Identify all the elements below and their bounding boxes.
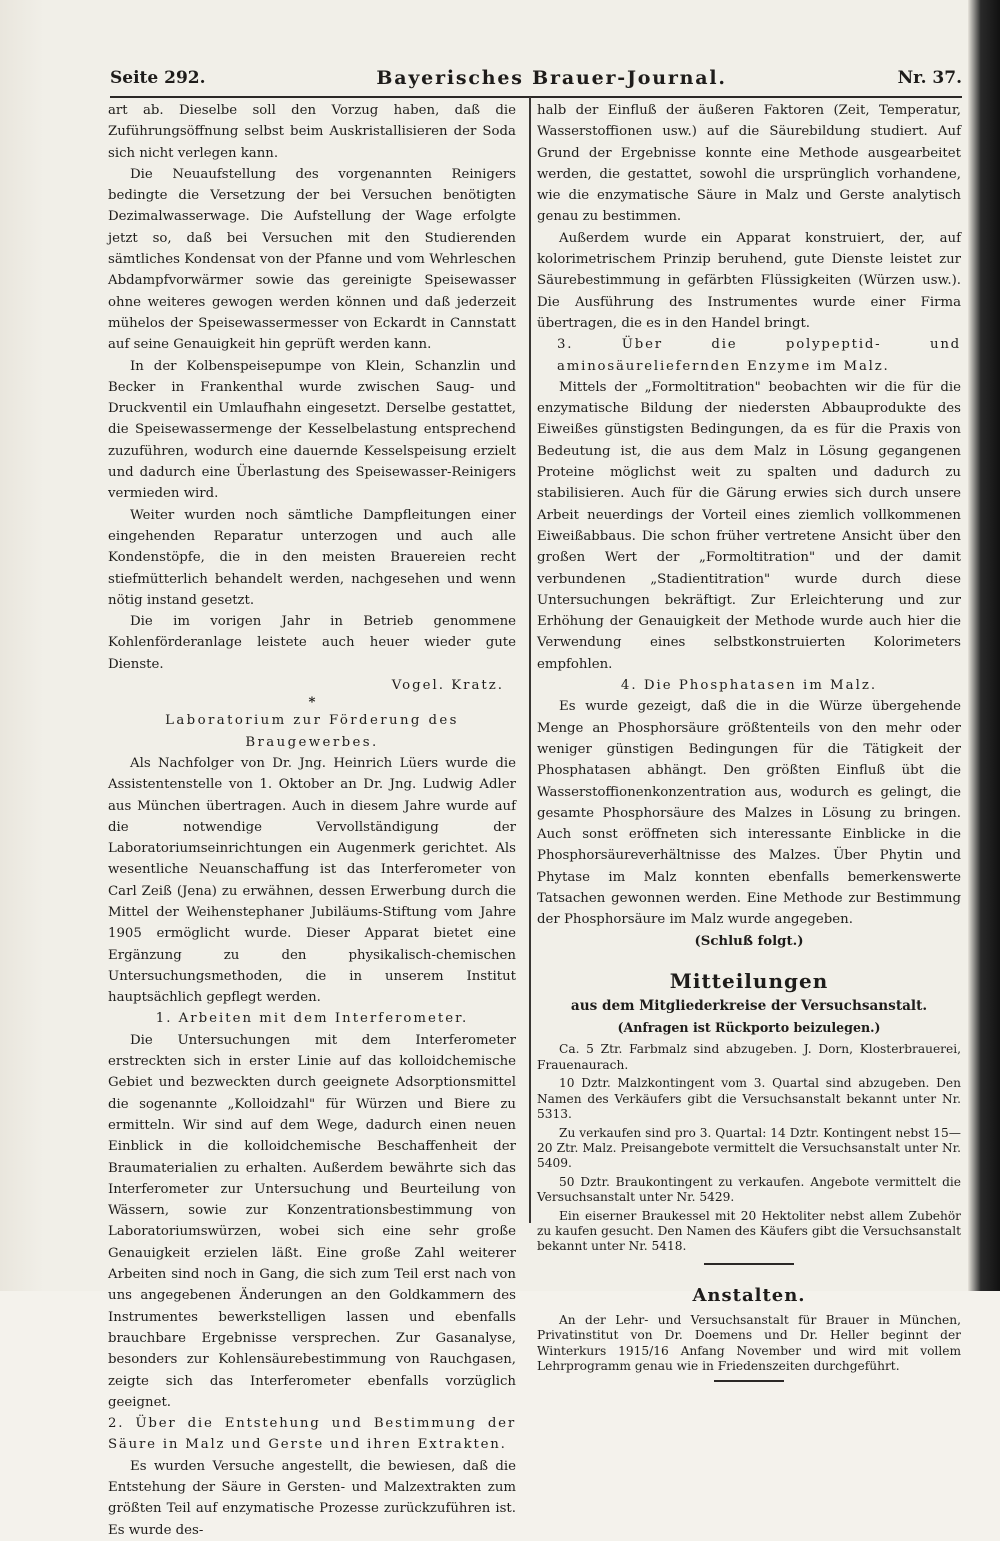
subsection-heading: 3. Über die polypeptid- und aminosäureliefernden Enzyme im Malz. [557, 337, 961, 374]
announcements-note: (Anfragen ist Rückporto beizulegen.) [617, 1020, 881, 1036]
paragraph: Außerdem wurde ein Apparat konstruiert, der, auf kolorimetrischem Prinzip beruhend, gute Dienste leistet zur Säurebestimmung in gefärbten Flüssigkeiten (Würzen usw.). Die Ausführung des Instrumentes wurde einer Firma übertragen, die es in den Handel bringt. [537, 230, 961, 331]
announcements-subtitle: aus dem Mitgliederkreise der Versuchsanstalt. [570, 997, 928, 1014]
continuation-note: (Schluß folgt.) [694, 933, 804, 949]
announcement-item: Ca. 5 Ztr. Farbmalz sind abzugeben. J. Dorn, Klosterbrauerei, Frauenaurach. [537, 1042, 961, 1072]
divider-rule [704, 1263, 794, 1265]
issue-number: Nr. 37. [897, 68, 962, 88]
section-separator: * [308, 695, 316, 711]
institutions-title: Anstalten. [692, 1284, 806, 1306]
column-divider [529, 97, 531, 1223]
subsection-heading: 1. Arbeiten mit dem Interferometer. [155, 1011, 469, 1027]
subsection-heading: 4. Die Phosphatasen im Malz. [620, 678, 878, 694]
announcement-item: Zu verkaufen sind pro 3. Quartal: 14 Dztr. Kontingent nebst 15—20 Ztr. Malz. Preisangebote vermittelt die Versuchsanstalt unter Nr. 5409. [537, 1125, 961, 1171]
paragraph: Es wurden Versuche angestellt, die bewiesen, daß die Entstehung der Säure in Gersten- und Malzextrakten zum größten Teil auf enzymatische Prozesse zurückzuführen ist. Es wurde des- [108, 1458, 516, 1538]
paragraph: art ab. Dieselbe soll den Vorzug haben, daß die Zuführungsöffnung selbst beim Auskristallisieren der Soda sich nicht verlegen kann. [108, 103, 516, 161]
page-edge-left [0, 0, 44, 1291]
subsection-heading: 2. Über die Entstehung und Bestimmung der Säure in Malz und Gerste und ihren Extrakten. [108, 1416, 516, 1453]
announcements-list [537, 1042, 961, 1254]
paragraph: Weiter wurden noch sämtliche Dampfleitungen einer eingehenden Reparatur unterzogen und auch alle Kondenstöpfe, die in den meisten Brauereien recht stiefmütterlich behandelt werden, nachgesehen und wenn nötig instand gesetzt. [108, 507, 516, 608]
running-header [110, 60, 962, 98]
paragraph: In der Kolbenspeisepumpe von Klein, Schanzlin und Becker in Frankenthal wurde zwischen Saug- und Druckventil ein Umlaufhahn eingesetzt. Derselbe gestattet, die Speisewassermenge der Kesselbelastung entsprechend zuzuführen, wodurch eine dauernde Kesselspeisung erzielt und dadurch eine Überlastung des Speisewasser-Reinigers vermieden wird. [108, 358, 516, 502]
paragraph: Als Nachfolger von Dr. Jng. Heinrich Lüers wurde die Assistentenstelle von 1. Oktober an Dr. Jng. Ludwig Adler aus München übertragen. Auch in diesem Jahre wurde auf die notwendige Vervollständigung der Laboratoriumseinrichtungen ein Augenmerk gerichtet. Als wesentliche Neuanschaffung ist das Interferometer von Carl Zeiß (Jena) zu erwähnen, dessen Erwerbung durch die Mittel der Weihenstephaner Jubiläums-Stiftung vom Jahre 1905 ermöglicht wurde. Dieser Apparat bietet eine Ergänzung zu den physikalisch-chemischen Untersuchungsmethoden, die in unserem Institut hauptsächlich gepflegt werden. [108, 755, 516, 1006]
institution-item: An der Lehr- und Versuchsanstalt für Brauer in München, Privatinstitut von Dr. Doemens und Dr. Heller beginnt der Winterkurs 1915/16 Anfang November und wird mit vollem Lehrprogramm genau wie in Friedenszeiten durchgeführt. [537, 1312, 961, 1373]
page-number: Seite 292. [110, 68, 206, 88]
paragraph: halb der Einfluß der äußeren Faktoren (Zeit, Temperatur, Wasserstoffionen usw.) auf die Säurebildung studiert. Auf Grund der Ergebnisse konnte eine Methode ausgearbeitet werden, die gestattet, sowohl die ursprünglich vorhandene, wie die enzymatische Säure in Malz und Gerste analytisch genau zu bestimmen. [537, 103, 961, 225]
paragraph: Mittels der „Formoltitration" beobachten wir die für die enzymatische Bildung der niedersten Abbauprodukte des Eiweißes günstigsten Bedingungen, da es für die Praxis von Bedeutung ist, die aus dem Malz in Lösung gegangenen Proteine möglichst weit zu spalten und dadurch zu stabilisieren. Auch für die Gärung erwies sich durch unsere Arbeit neuerdings der Vorteil eines ziemlich vollkommenen Eiweißabbaus. Die schon früher vertretene Ansicht über den großen Wert der „Formoltitration" und der damit verbundenen „Stadientitration" wurde durch diese Untersuchungen bekräftigt. Zur Erleichterung und zur Erhöhung der Genauigkeit der Methode wurde auch hier die Verwendung eines selbstkonstruierten Kolorimeters empfohlen. [537, 379, 961, 672]
announcements-title: Mitteilungen [669, 968, 829, 993]
left-column [108, 100, 516, 1541]
signature-line: Vogel. Kratz. [391, 678, 504, 694]
section-heading: Laboratorium zur Förderung des Braugewerbes. [165, 713, 459, 750]
journal-title: Bayerisches Brauer-Journal. [376, 67, 727, 89]
paragraph: Die Untersuchungen mit dem Interferometer erstreckten sich in erster Linie auf das kolloidchemische Gebiet und bezweckten durch geeignete Adsorptionsmittel die sogenannte „Kolloidzahl" für Würzen und Biere zu ermitteln. Wir sind auf dem Wege, dadurch einen neuen Einblick in die kolloidchemische Beschaffenheit der Braumaterialien zu erhalten. Außerdem bewährte sich das Interferometer zur Untersuchung und Beurteilung von Wässern, sowie zur Konzentrationsbestimmung von Laboratoriumswürzen, wobei sich eine sehr große Genauigkeit erzielen läßt. Eine große Zahl weiterer Arbeiten sind noch in Gang, die sich zum Teil erst nach von uns angegebenen Änderungen an den Goldkammern des Instrumentes bewerkstelligen lassen und ebenfalls brauchbare Ergebnisse versprechen. Zur Gasanalyse, besonders zur Kohlensäurebestimmung von Rauchgasen, zeigte sich das Interferometer ebenfalls vorzüglich geeignet. [108, 1032, 516, 1410]
announcement-item: 10 Dztr. Malzkontingent vom 3. Quartal sind abzugeben. Den Namen des Verkäufers gibt die Versuchsanstalt bekannt unter Nr. 5313. [537, 1076, 961, 1122]
announcement-item: 50 Dztr. Braukontingent zu verkaufen. Angebote vermittelt die Versuchsanstalt unter Nr. 5429. [537, 1174, 961, 1205]
page-edge-right [968, 0, 1000, 1291]
right-column [537, 100, 961, 1382]
institutions-list [537, 1313, 961, 1375]
divider-rule [714, 1380, 784, 1382]
paragraph: Die Neuaufstellung des vorgenannten Reinigers bedingte die Versetzung der bei Versuchen benötigten Dezimalwasserwage. Die Aufstellung der Wage erfolgte jetzt so, daß bei Versuchen mit den Studierenden sämtliches Kondensat von der Pfanne und vom Wehrleschen Abdampfvorwärmer sowie das gereinigte Speisewasser ohne weiteres gewogen werden können und daß jederzeit mühelos der Speisewassermesser von Eckardt in Cannstatt auf seine Genauigkeit hin geprüft werden kann. [108, 166, 516, 353]
paragraph: Die im vorigen Jahr in Betrieb genommene Kohlenförderanlage leistete auch heuer wieder gute Dienste. [108, 614, 516, 672]
announcement-item: Ein eiserner Braukessel mit 20 Hektoliter nebst allem Zubehör zu kaufen gesucht. Den Namen des Käufers gibt die Versuchsanstalt bekannt unter Nr. 5418. [537, 1208, 961, 1254]
paragraph: Es wurde gezeigt, daß die in die Würze übergehende Menge an Phosphorsäure größtenteils von den mehr oder weniger günstigen Bedingungen für die Tätigkeit der Phosphatasen abhängt. Den größten Einfluß übt die Wasserstoffionenkonzentration aus, wodurch es gelingt, die gesamte Phosphorsäure des Malzes in Lösung zu bringen. Auch sonst eröffneten sich interessante Einblicke in die Phosphorsäureverhältnisse des Malzes. Über Phytin und Phytase im Malz konnten ebenfalls bemerkenswerte Tatsachen gewonnen werden. Eine Methode zur Bestimmung der Phosphorsäure im Malz wurde angegeben. [537, 699, 961, 928]
